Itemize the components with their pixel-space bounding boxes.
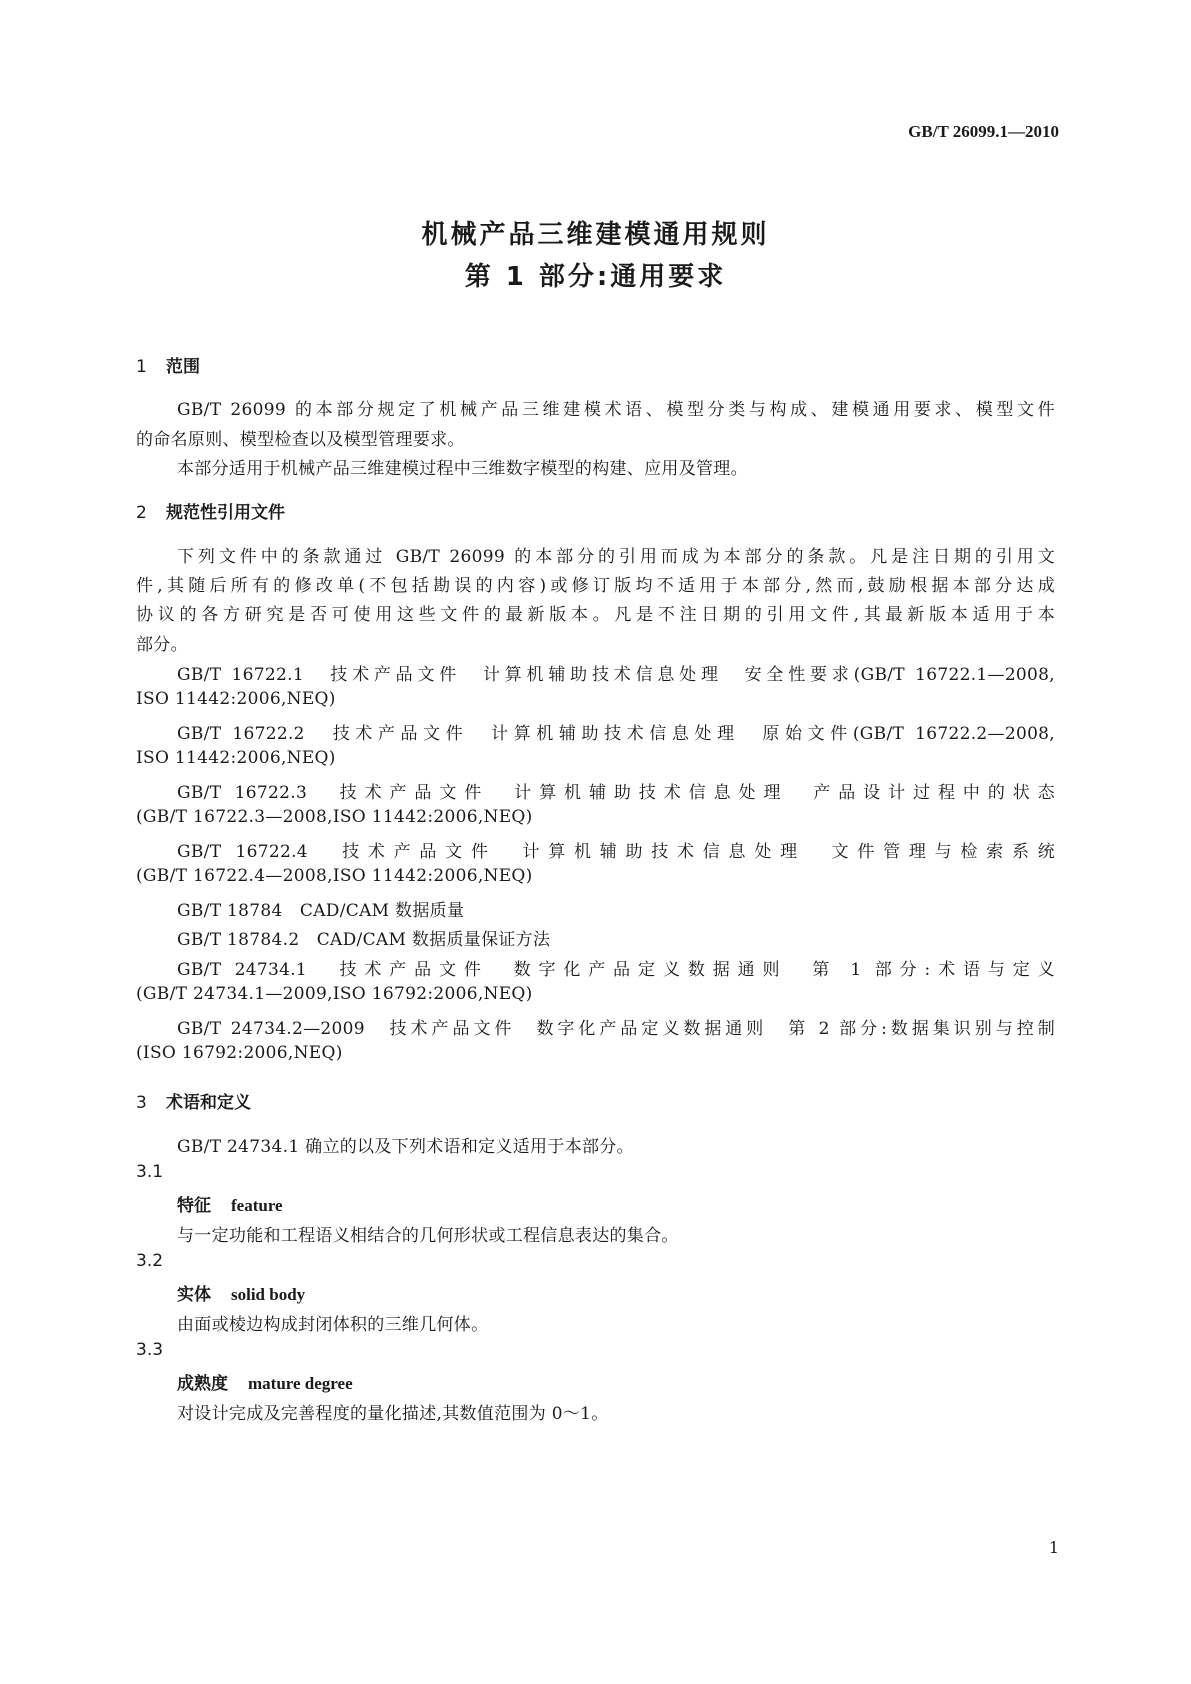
term-title	[177, 1280, 305, 1305]
document-subtitle: 第 1 部分:通用要求	[464, 262, 727, 292]
reference-item: GB/T 16722.4 技术产品文件 计算机辅助技术信息处理 文件管理与检索系统	[177, 842, 1055, 862]
term-number: 3.1	[136, 1162, 164, 1182]
section-title: 术语和定义	[166, 1093, 251, 1113]
term-title	[177, 1369, 353, 1394]
reference-item-cont: ISO 11442:2006,NEQ)	[136, 748, 336, 768]
term-english: feature	[231, 1196, 283, 1215]
document-title: 机械产品三维建模通用规则	[421, 220, 770, 250]
term-definition: 由面或棱边构成封闭体积的三维几何体。	[177, 1315, 489, 1335]
paragraph-line: GB/T 24734.1 确立的以及下列术语和定义适用于本部分。	[177, 1137, 634, 1157]
standard-code: GB/T 26099.1—2010	[908, 122, 1059, 141]
paragraph-line: 本部分适用于机械产品三维建模过程中三维数字模型的构建、应用及管理。	[177, 459, 748, 479]
term-chinese: 成熟度	[177, 1374, 228, 1394]
term-title	[177, 1191, 283, 1216]
section-2-heading	[136, 498, 285, 523]
term-chinese: 实体	[177, 1285, 211, 1305]
section-number: 1	[136, 357, 147, 377]
reference-item-cont: (GB/T 24734.1—2009,ISO 16792:2006,NEQ)	[136, 984, 533, 1004]
paragraph-line: 协议的各方研究是否可使用这些文件的最新版本。凡是不注日期的引用文件,其最新版本适用于本	[136, 605, 1055, 625]
reference-item: GB/T 16722.1 技术产品文件 计算机辅助技术信息处理 安全性要求(GB/T 16722.1—2008,	[177, 665, 1055, 685]
reference-item: GB/T 24734.1 技术产品文件 数字化产品定义数据通则 第 1 部分:术语与定义	[177, 960, 1055, 980]
page-number: 1	[1048, 1538, 1059, 1557]
section-number: 3	[136, 1093, 147, 1113]
term-number: 3.3	[136, 1340, 164, 1360]
reference-item: GB/T 18784 CAD/CAM 数据质量	[177, 901, 465, 921]
reference-item-cont: (ISO 16792:2006,NEQ)	[136, 1043, 343, 1063]
reference-item: GB/T 24734.2—2009 技术产品文件 数字化产品定义数据通则 第 2 部分:数据集识别与控制	[177, 1019, 1055, 1039]
term-number: 3.2	[136, 1251, 164, 1271]
section-1-heading	[136, 352, 200, 377]
paragraph-line: 件,其随后所有的修改单(不包括勘误的内容)或修订版均不适用于本部分,然而,鼓励根据本部分达成	[136, 576, 1055, 596]
term-english: solid body	[231, 1285, 306, 1304]
term-definition: 与一定功能和工程语义相结合的几何形状或工程信息表达的集合。	[177, 1226, 679, 1246]
reference-item: GB/T 18784.2 CAD/CAM 数据质量保证方法	[177, 930, 551, 950]
reference-item: GB/T 16722.3 技术产品文件 计算机辅助技术信息处理 产品设计过程中的状态	[177, 783, 1055, 803]
reference-item-cont: (GB/T 16722.3—2008,ISO 11442:2006,NEQ)	[136, 807, 533, 827]
section-number: 2	[136, 503, 147, 523]
paragraph-line: 的命名原则、模型检查以及模型管理要求。	[136, 430, 465, 450]
term-definition: 对设计完成及完善程度的量化描述,其数值范围为 0～1。	[177, 1404, 609, 1424]
section-3-heading	[136, 1088, 251, 1113]
section-title: 范围	[166, 357, 200, 377]
paragraph-line: 下列文件中的条款通过 GB/T 26099 的本部分的引用而成为本部分的条款。凡是注日期的引用文	[177, 547, 1055, 567]
term-english: mature degree	[248, 1374, 353, 1393]
paragraph-line: GB/T 26099 的本部分规定了机械产品三维建模术语、模型分类与构成、建模通用要求、模型文件	[177, 400, 1055, 420]
reference-item: GB/T 16722.2 技术产品文件 计算机辅助技术信息处理 原始文件(GB/T 16722.2—2008,	[177, 724, 1055, 744]
reference-item-cont: ISO 11442:2006,NEQ)	[136, 689, 336, 709]
term-chinese: 特征	[177, 1196, 211, 1216]
reference-item-cont: (GB/T 16722.4—2008,ISO 11442:2006,NEQ)	[136, 866, 533, 886]
section-title: 规范性引用文件	[166, 503, 285, 523]
paragraph-line: 部分。	[136, 635, 188, 655]
